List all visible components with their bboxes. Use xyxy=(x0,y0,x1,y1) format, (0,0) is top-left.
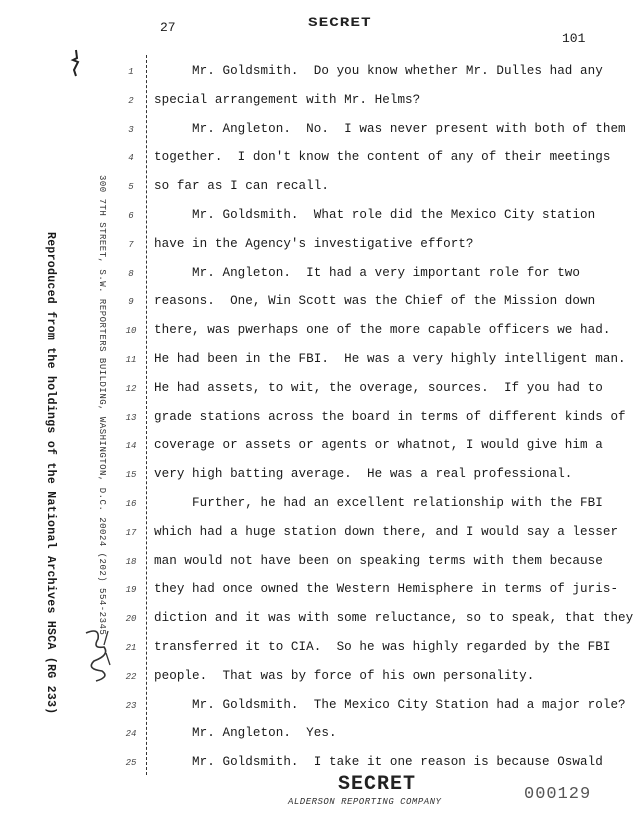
transcript-line: have in the Agency's investigative effort? xyxy=(154,236,474,251)
line-number: 5 xyxy=(128,182,134,193)
transcript-line: Mr. Angleton. Yes. xyxy=(154,726,337,741)
line-number: 19 xyxy=(125,585,137,596)
line-number: 18 xyxy=(125,556,137,567)
line-number: 12 xyxy=(125,383,137,394)
transcript-line: so far as I can recall. xyxy=(154,179,329,194)
transcript-line: there, was pwerhaps one of the more capable officers we had. xyxy=(154,323,611,338)
transcript-line: which had a huge station down there, and I would say a lesser xyxy=(154,524,619,539)
line-number: 11 xyxy=(125,355,137,365)
transcript-line: Mr. Goldsmith. What role did the Mexico City station xyxy=(154,208,596,222)
line-number: 25 xyxy=(125,758,137,769)
transcript-line: Mr. Angleton. It had a very important role for two xyxy=(154,265,581,280)
line-number: 7 xyxy=(128,239,134,250)
transcript-line: Mr. Goldsmith. I take it one reason is because Oswald xyxy=(154,755,603,770)
transcript-line: He had been in the FBI. He was a very highly intelligent man. xyxy=(154,352,626,366)
transcript-line: coverage or assets or agents or whatnot, I would give him a xyxy=(154,438,603,453)
document-id-stamp: 000129 xyxy=(524,785,592,804)
line-number: 14 xyxy=(125,441,137,452)
footer-classification-stamp: SECRET xyxy=(338,773,417,796)
transcript-line: Mr. Goldsmith. Do you know whether Mr. Dulles had any xyxy=(154,64,603,78)
line-number: 17 xyxy=(125,527,137,538)
page-number: 101 xyxy=(562,31,586,46)
transcript-line: transferred it to CIA. So he was highly regarded by the FBI xyxy=(154,640,611,654)
line-number: 6 xyxy=(128,211,134,221)
transcript-line: they had once owned the Western Hemisphere in terms of juris- xyxy=(154,582,619,597)
line-number: 15 xyxy=(125,470,137,481)
transcript-line: He had assets, to wit, the overage, sources. If you had to xyxy=(154,380,603,395)
header-left-number: 27 xyxy=(160,20,176,35)
margin-rule xyxy=(146,55,147,775)
line-number: 23 xyxy=(125,700,137,711)
transcript-line: Mr. Goldsmith. The Mexico City Station had a major role? xyxy=(154,697,626,712)
transcript-line: reasons. One, Win Scott was the Chief of the Mission down xyxy=(154,294,596,309)
line-number: 3 xyxy=(128,124,134,135)
line-number: 2 xyxy=(128,95,134,106)
transcript-line: very high batting average. He was a real professional. xyxy=(154,467,573,482)
line-number: 21 xyxy=(125,643,137,653)
line-number: 13 xyxy=(125,412,137,423)
line-number: 20 xyxy=(125,614,137,625)
transcript-line: special arrangement with Mr. Helms? xyxy=(154,92,421,107)
handwritten-mark xyxy=(68,48,84,78)
transcript-line: Mr. Angleton. No. I was never present with both of them xyxy=(154,121,626,136)
line-number: 10 xyxy=(125,326,137,337)
transcript-line: Further, he had an excellent relationship with the FBI xyxy=(154,496,603,510)
transcript-line: diction and it was with some reluctance, so to speak, that they xyxy=(154,611,634,626)
line-number: 9 xyxy=(128,297,134,308)
line-number: 22 xyxy=(125,671,137,682)
line-number: 4 xyxy=(128,153,134,164)
reporting-company: ALDERSON REPORTING COMPANY xyxy=(288,797,442,807)
transcript-line: man would not have been on speaking terms with them because xyxy=(154,553,603,568)
line-number: 16 xyxy=(125,499,137,509)
transcript-line: people. That was by force of his own personality. xyxy=(154,668,535,683)
line-number: 1 xyxy=(128,67,134,77)
archive-reproduction-note: Reproduced from the holdings of the National Archives HSCA (RG 233) xyxy=(44,232,57,715)
header-classification-stamp: SECRET xyxy=(308,15,372,31)
line-number: 8 xyxy=(128,268,134,279)
line-number: 24 xyxy=(125,729,137,740)
transcript-line: grade stations across the board in terms of different kinds of xyxy=(154,409,626,424)
reporter-address: 300 7TH STREET, S.W. REPORTERS BUILDING, WASHINGTON, D.C. 20024 (202) 554-2345 xyxy=(97,175,107,636)
transcript-line: together. I don't know the content of any of their meetings xyxy=(154,150,611,165)
handwritten-initials xyxy=(80,625,116,685)
